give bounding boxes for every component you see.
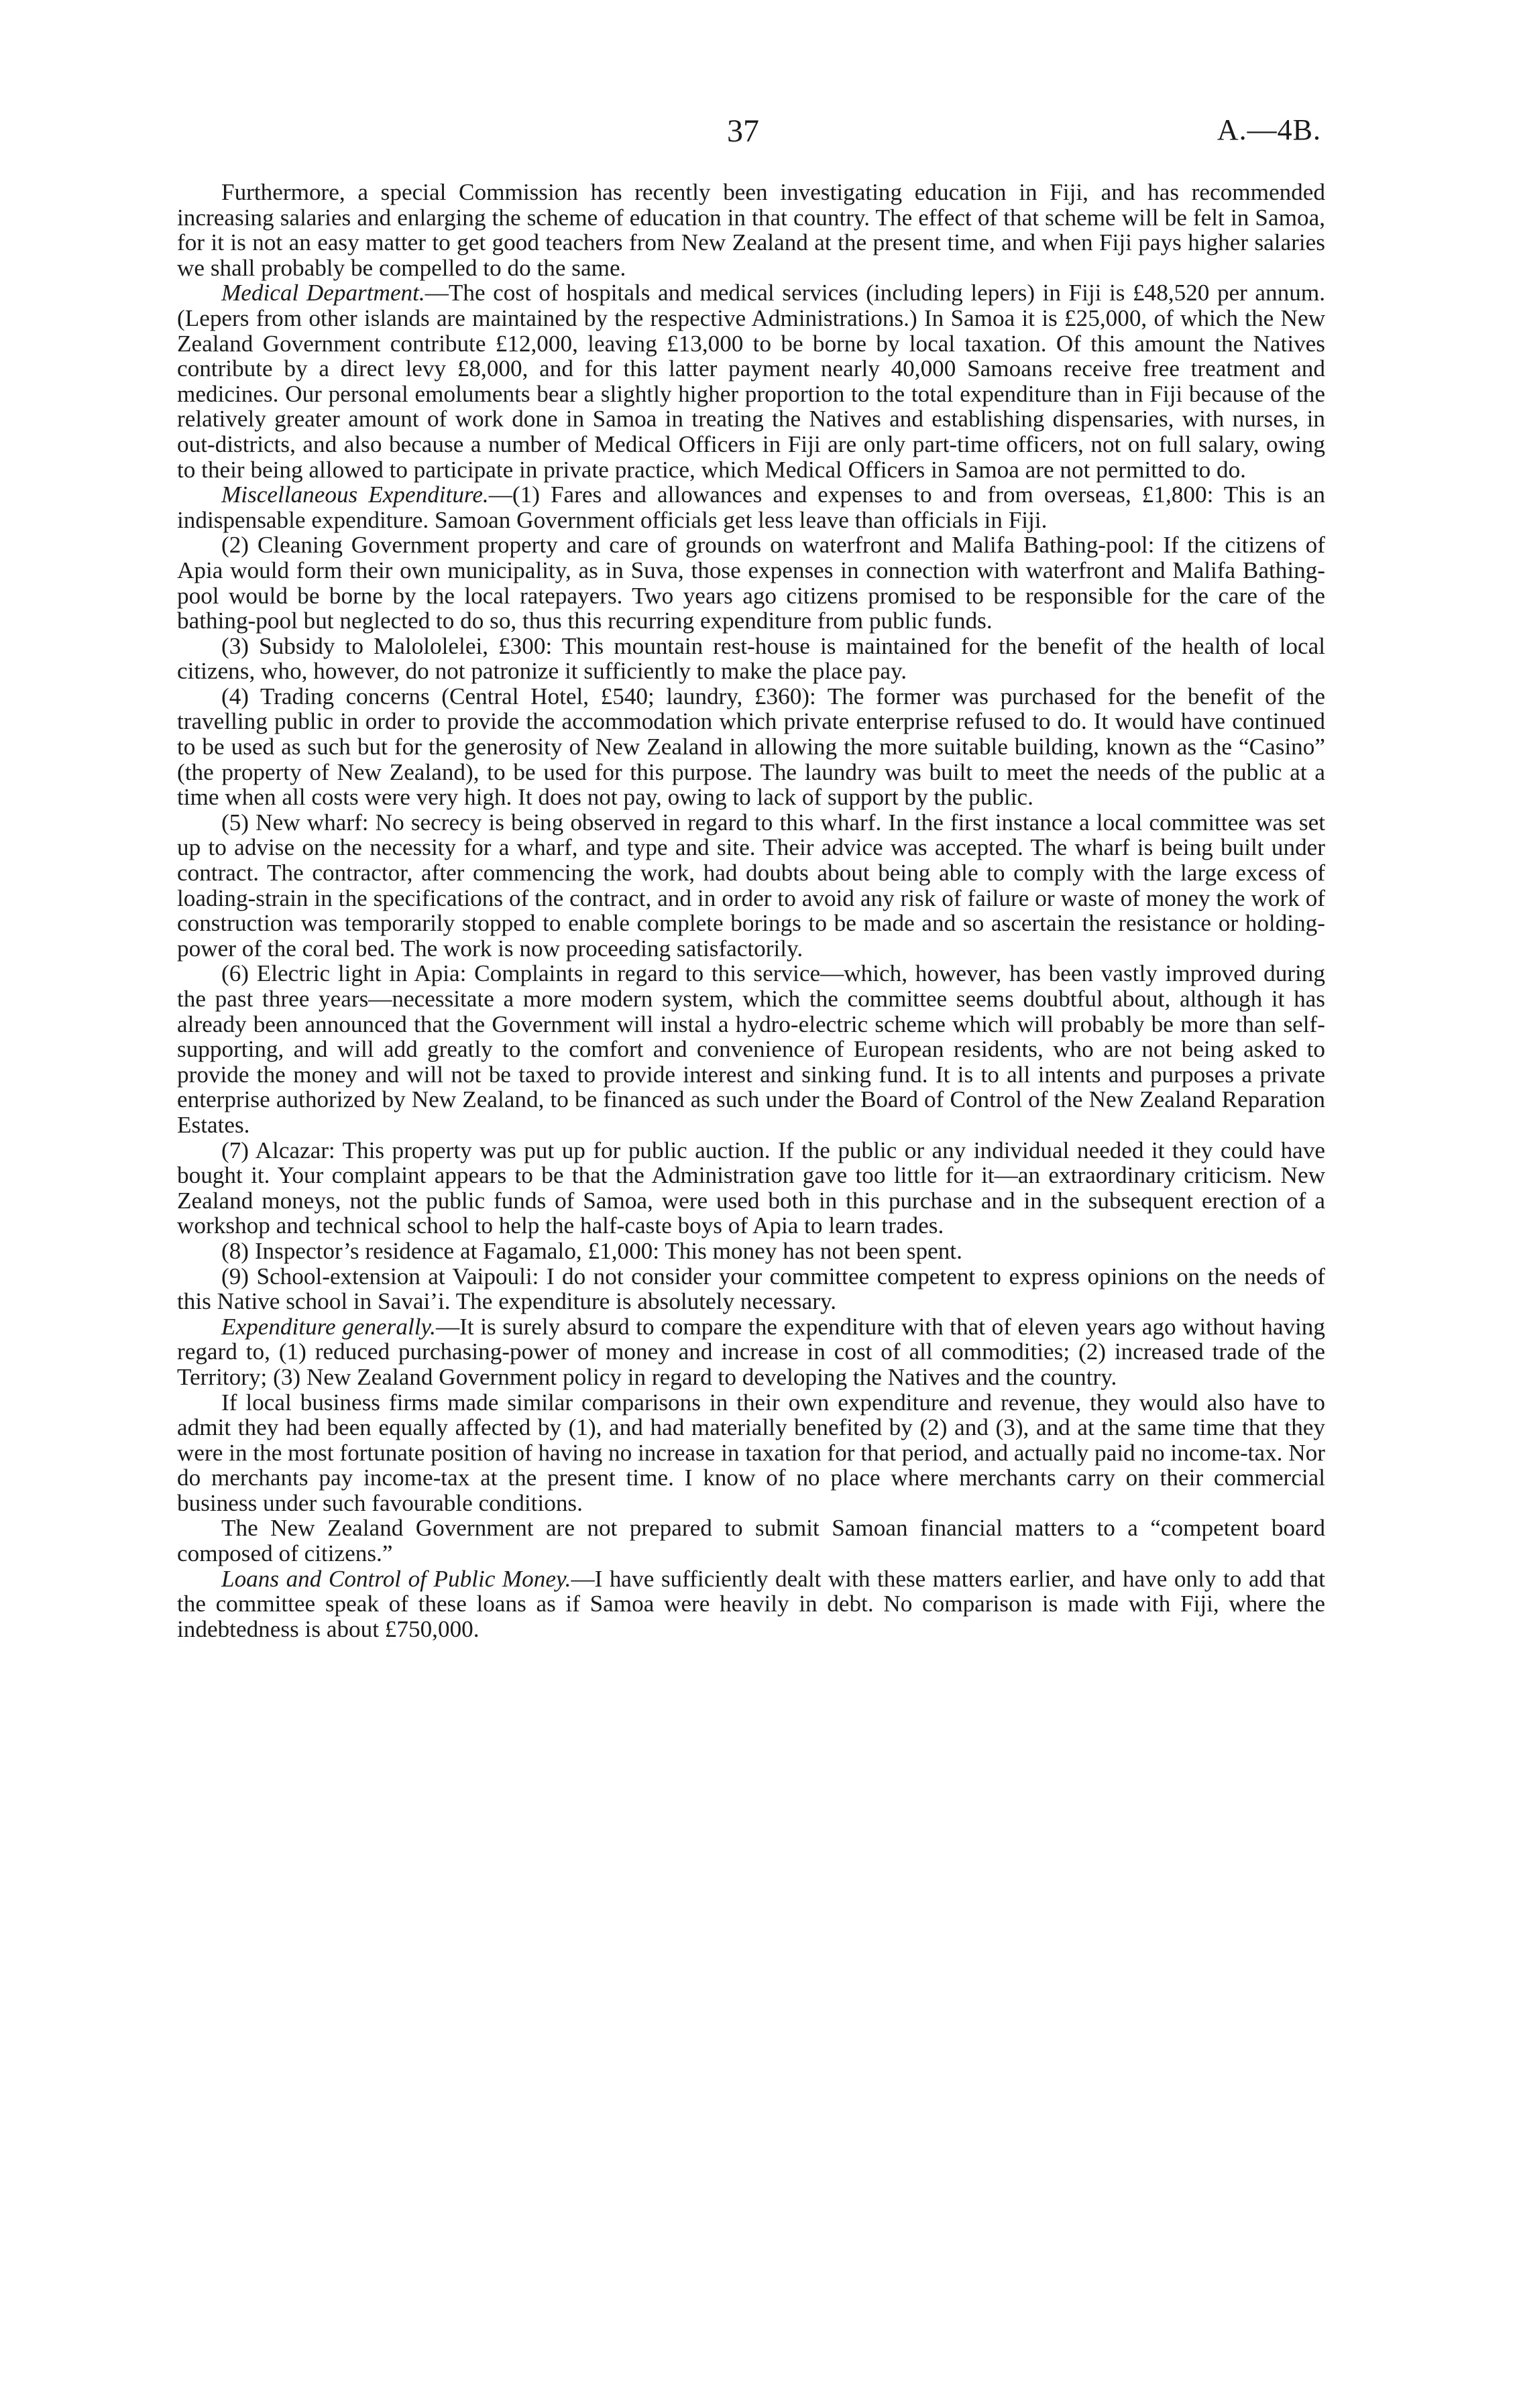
section-heading: Expenditure generally.	[221, 1313, 436, 1340]
paragraph	[177, 684, 1325, 810]
paragraph	[177, 810, 1325, 962]
document-reference: A.—4B.	[1217, 113, 1321, 146]
paragraph-text: (2) Cleaning Government property and care of grounds on waterfront and Malifa Bathing-pool: If the citizens of Apia would form their own municipality, as in Suva, those expenses in connection with waterfront and Malifa Bathing-pool would be borne by the local ratepayers. Two years ago citizens promised to be responsible for the care of the bathing-pool but neglected to do so, thus this recurring expenditure from public funds.	[177, 532, 1325, 634]
page-number: 37	[727, 113, 759, 149]
paragraph-text: (8) Inspector’s residence at Fagamalo, £1,000: This money has not been spent.	[221, 1237, 962, 1264]
paragraph-text: (9) School-extension at Vaipouli: I do not consider your committee competent to express opinions on the needs of this Native school in Savai’i. The expenditure is absolutely necessary.	[177, 1263, 1325, 1315]
paragraph-text: (5) New wharf: No secrecy is being observed in regard to this wharf. In the first instance a local committee was set up to advise on the necessity for a wharf, and type and site. Their advice was accepted. The wharf is being built under contract. The contractor, after commencing the work, had doubts about being able to comply with the large excess of loading-strain in the specifications of the contract, and in order to avoid any risk of failure or waste of money the work of construction was temporarily stopped to enable complete borings to be made and so ascertain the resistance or holding-power of the coral bed. The work is now proceeding satisfactorily.	[177, 809, 1325, 962]
section-heading: Loans and Control of Public Money.	[221, 1565, 571, 1592]
paragraph	[177, 1264, 1325, 1314]
paragraph-text: (6) Electric light in Apia: Complaints in regard to this service—which, however, has been vastly improved during the past three years—necessitate a more modern system, which the committee seems doubtful about, although it has already been announced that the Government will instal a hydro-electric scheme which will probably be more than self-supporting, and will add greatly to the comfort and convenience of European residents, who are not being asked to provide the money and will not be taxed to provide interest and sinking fund. It is to all intents and purposes a private enterprise authorized by New Zealand, to be financed as such under the Board of Control of the New Zealand Reparation Estates.	[177, 960, 1325, 1138]
paragraph-text: (3) Subsidy to Malololelei, £300: This mountain rest-house is maintained for the benefit of the health of local citizens, who, however, do not patronize it sufficiently to make the place pay.	[177, 632, 1325, 685]
paragraph-text: —(1) Fares and allowances and expenses to and from overseas, £1,800: This is an indispensable expenditure. Samoan Government officials get less leave than officials in Fiji.	[177, 481, 1325, 533]
paragraph	[177, 1390, 1325, 1516]
paragraph-text: The New Zealand Government are not prepared to submit Samoan financial matters to a “competent board composed of citizens.”	[177, 1515, 1325, 1567]
paragraph	[177, 1566, 1325, 1642]
paragraph	[177, 1138, 1325, 1239]
paragraph	[177, 532, 1325, 633]
paragraph	[177, 1314, 1325, 1390]
paragraph-text: —I have sufficiently dealt with these matters earlier, and have only to add that the committee speak of these loans as if Samoa were heavily in debt. No comparison is made with Fiji, where the indebtedness is about £750,000.	[177, 1565, 1326, 1642]
paragraph-text: Furthermore, a special Commission has recently been investigating education in Fiji, and has recommended increasing salaries and enlarging the scheme of education in that country. The effect of that scheme will be felt in Samoa, for it is not an easy matter to get good teachers from New Zealand at the present time, and when Fiji pays higher salaries we shall probably be compelled to do the same.	[177, 179, 1325, 281]
section-heading: Miscellaneous Expenditure.	[221, 481, 489, 508]
paragraph	[177, 1239, 1325, 1264]
paragraph	[177, 180, 1325, 280]
paragraph-text: (7) Alcazar: This property was put up for public auction. If the public or any individual needed it they could have bought it. Your complaint appears to be that the Administration gave too little for it—an extraordinary criticism. New Zealand moneys, not the public funds of Samoa, were used both in this purchase and in the subsequent erection of a workshop and technical school to help the half-caste boys of Apia to learn trades.	[177, 1137, 1325, 1239]
paragraph-text: If local business firms made similar comparisons in their own expenditure and revenue, they would also have to admit they had been equally affected by (1), and had materially benefited by (2) and (3), and at the same time that they were in the most fortunate position of having no increase in taxation for that period, and actually paid no income-tax. Nor do merchants pay income-tax at the present time. I know of no place where merchants carry on their commercial business under such favourable conditions.	[177, 1389, 1325, 1516]
paragraph-text: —The cost of hospitals and medical services (including lepers) in Fiji is £48,520 per annum. (Lepers from other islands are maintained by the respective Administrations.) In Samoa it is £25,000, of which the New Zealand Government contribute £12,000, leaving £13,000 to be borne by local taxation. Of this amount the Natives contribute by a direct levy £8,000, and for this latter payment nearly 40,000 Samoans receive free treatment and medicines. Our personal emoluments bear a slightly higher proportion to the total expenditure than in Fiji because of the relatively greater amount of work done in Samoa in treating the Natives and establishing dispensaries, with nurses, in out-districts, and also because a number of Medical Officers in Fiji are only part-time officers, not on full salary, owing to their being allowed to participate in private practice, which Medical Officers in Samoa are not permitted to do.	[177, 280, 1326, 483]
paragraph	[177, 961, 1325, 1137]
paragraph	[177, 634, 1325, 684]
paragraph	[177, 1515, 1325, 1566]
paragraph-text: —It is surely absurd to compare the expenditure with that of eleven years ago without having regard to, (1) reduced purchasing-power of money and increase in cost of all commodities; (2) increased trade of the Territory; (3) New Zealand Government policy in regard to developing the Natives and the country.	[177, 1313, 1325, 1390]
paragraph	[177, 482, 1325, 532]
page-header	[0, 113, 1521, 160]
section-heading: Medical Department.	[221, 280, 425, 306]
paragraph	[177, 280, 1325, 482]
body-text	[177, 180, 1325, 1642]
paragraph-text: (4) Trading concerns (Central Hotel, £540; laundry, £360): The former was purchased for the benefit of the travelling public in order to provide the accommodation which private enterprise refused to do. It would have continued to be used as such but for the generosity of New Zealand in allowing the more suitable building, known as the “Casino” (the property of New Zealand), to be used for this purpose. The laundry was built to meet the needs of the public at a time when all costs were very high. It does not pay, owing to lack of support by the public.	[177, 683, 1325, 811]
